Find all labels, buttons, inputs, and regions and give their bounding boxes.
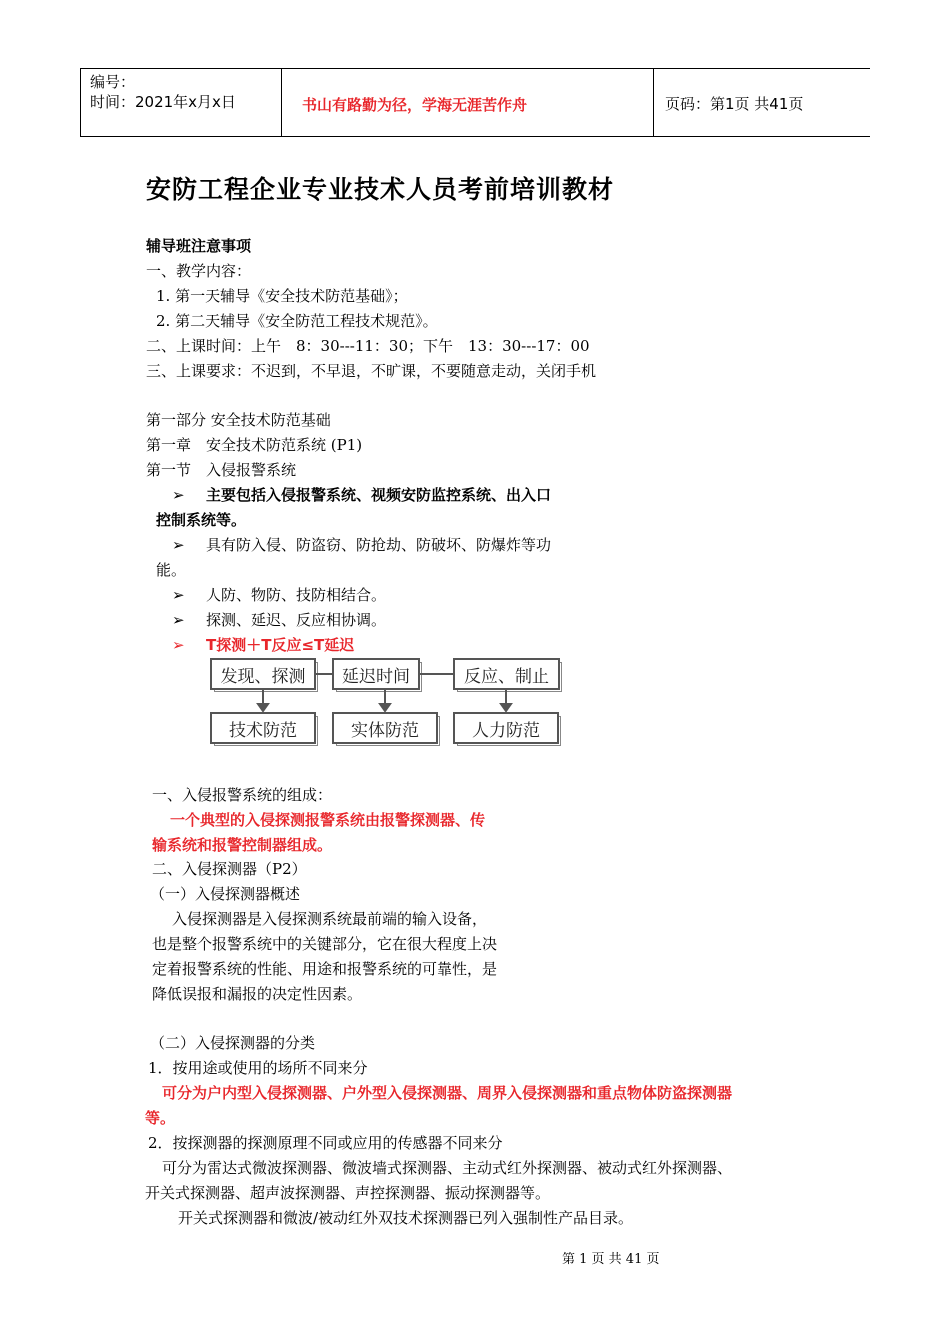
overview-line: 降低误报和漏报的决定性因素。 (152, 985, 363, 1003)
notice-day1: 1. 第一天辅导《安全技术防范基础》； (156, 287, 408, 305)
overview-line: 入侵探测器是入侵探测系统最前端的输入设备， (172, 910, 488, 928)
overview-heading: （一）入侵探测器概述 (150, 885, 301, 903)
notice-time: 二、上课时间：上午 8：30---11：30；下午 13：30---17：00 (146, 337, 590, 355)
header-motto: 书山有路勤为径，学海无涯苦作舟 (302, 96, 528, 114)
header-page-info: 页码：第1页 共41页 (665, 95, 804, 113)
notice-content-label: 一、教学内容： (146, 262, 252, 280)
bullet-5-formula: T探测＋T反应≤T延迟 (206, 636, 355, 654)
flow-box-delay: 延迟时间 (332, 658, 420, 690)
bullet-4: 探测、延迟、反应相协调。 (206, 611, 387, 629)
classification-2-detail-end: 开关式探测器、超声波探测器、声控探测器、振动探测器等。 (145, 1184, 551, 1202)
detector-heading: 二、入侵探测器（P2） (152, 860, 307, 878)
flow-box-technical: 技术防范 (210, 712, 316, 744)
arrow-down-icon (380, 704, 390, 711)
composition-line1: 一个典型的入侵探测报警系统由报警探测器、传 (170, 811, 486, 829)
header-time: 时间：2021年x月x日 (90, 93, 236, 111)
header-number: 编号： (90, 73, 136, 91)
page-footer: 第 1 页 共 41 页 (562, 1252, 660, 1267)
page-header (80, 68, 870, 137)
bullet-arrow-icon: ➢ (172, 636, 185, 654)
classification-1-detail: 可分为户内型入侵探测器、户外型入侵探测器、周界入侵探测器和重点物体防盗探测器 (162, 1084, 733, 1102)
bullet-arrow-icon: ➢ (172, 611, 185, 629)
overview-line: 也是整个报警系统中的关键部分，它在很大程度上决 (152, 935, 498, 953)
bullet-3: 人防、物防、技防相结合。 (206, 586, 387, 604)
bullet-1-line1: 主要包括入侵报警系统、视频安防监控系统、出入口 (206, 486, 552, 504)
flow-box-respond: 反应、制止 (453, 658, 560, 690)
bullet-1-line2: 控制系统等。 (156, 511, 247, 529)
notice-day2: 2. 第二天辅导《安全防范工程技术规范》。 (156, 312, 438, 330)
flow-connectors (200, 650, 580, 720)
flow-box-physical: 实体防范 (332, 712, 438, 744)
flow-box-detect: 发现、探测 (210, 658, 316, 690)
classification-1-detail-end: 等。 (145, 1109, 176, 1127)
overview-line: 定着报警系统的性能、用途和报警系统的可靠性，是 (152, 960, 498, 978)
header-divider (80, 69, 81, 136)
arrow-down-icon (501, 704, 511, 711)
classification-2-detail: 可分为雷达式微波探测器、微波墙式探测器、主动式红外探测器、被动式红外探测器、 (162, 1159, 733, 1177)
chapter-heading: 第一章 安全技术防范系统 (P1) (146, 436, 363, 454)
section-heading: 第一节 入侵报警系统 (146, 461, 297, 479)
classification-heading: （二）入侵探测器的分类 (150, 1034, 316, 1052)
bullet-arrow-icon: ➢ (172, 586, 185, 604)
classification-1: 1．按用途或使用的场所不同来分 (148, 1059, 368, 1077)
notice-requirements: 三、上课要求：不迟到，不早退，不旷课，不要随意走动，关闭手机 (146, 362, 597, 380)
header-divider (653, 69, 654, 136)
classification-2: 2．按探测器的探测原理不同或应用的传感器不同来分 (148, 1134, 503, 1152)
composition-heading: 一、入侵报警系统的组成： (152, 786, 333, 804)
flow-box-human: 人力防范 (453, 712, 559, 744)
bullet-arrow-icon: ➢ (172, 536, 185, 554)
bullet-arrow-icon: ➢ (172, 486, 185, 504)
arrow-down-icon (258, 704, 268, 711)
notice-heading: 辅导班注意事项 (146, 237, 252, 255)
bullet-2-line1: 具有防入侵、防盗窃、防抢劫、防破坏、防爆炸等功 (206, 536, 552, 554)
part-heading: 第一部分 安全技术防范基础 (146, 411, 331, 429)
document-title: 安防工程企业专业技术人员考前培训教材 (146, 175, 615, 204)
bullet-2-line2: 能。 (156, 561, 187, 579)
composition-line2: 输系统和报警控制器组成。 (152, 836, 333, 854)
classification-2-note: 开关式探测器和微波/被动红外双技术探测器已列入强制性产品目录。 (178, 1209, 634, 1227)
header-divider (281, 69, 282, 136)
